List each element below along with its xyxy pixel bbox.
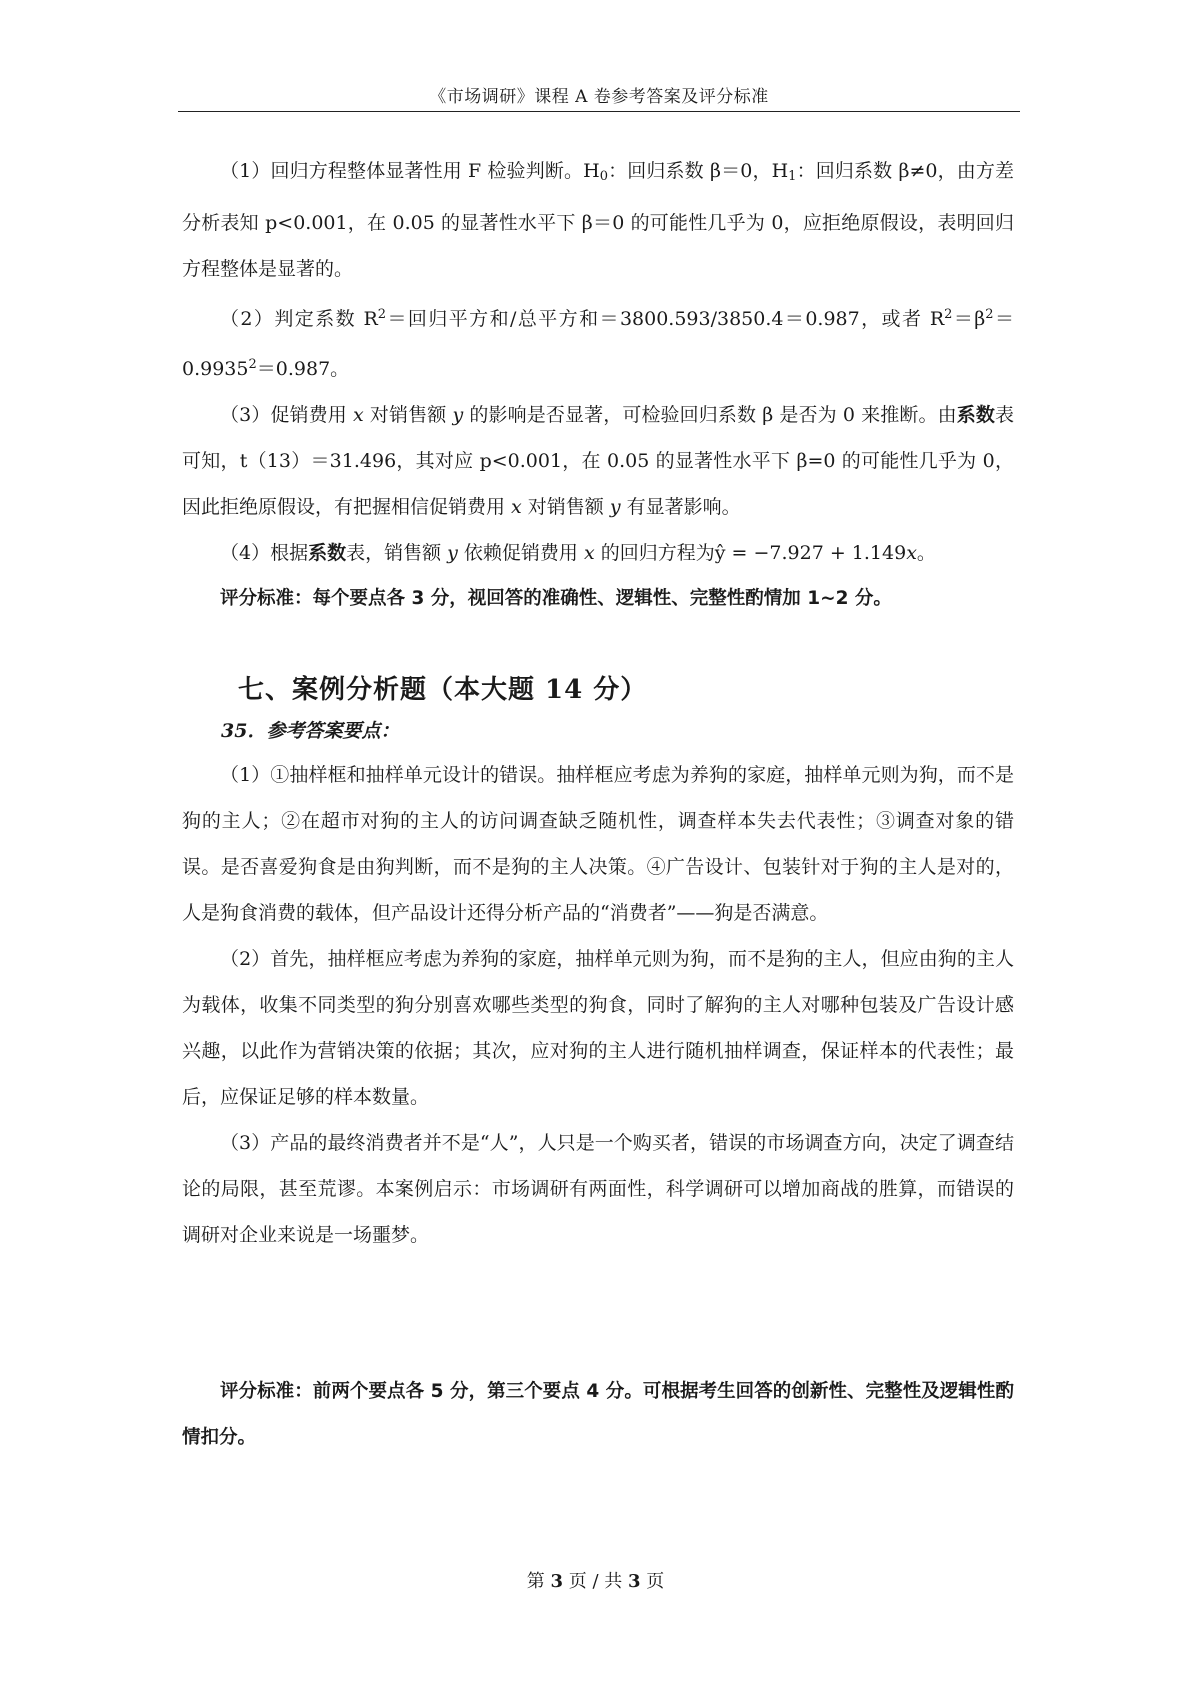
part7-body xyxy=(182,752,1014,1258)
current-page-number: 3 xyxy=(550,1571,564,1592)
case-paragraph-2: （2）首先，抽样框应考虑为养狗的家庭，抽样单元则为狗，而不是狗的主人，但应由狗的主人为载体，收集不同类型的狗分别喜欢哪些类型的狗食，同时了解狗的主人对哪种包装及广告设计感兴趣，以此作为营销决策的依据；其次，应对狗的主人进行随机抽样调查，保证样本的代表性；最后，应保证足够的样本数量。 xyxy=(182,948,1014,1108)
running-header: 《市场调研》课程 A 卷参考答案及评分标准 xyxy=(429,87,769,107)
scoring-criteria-7: 评分标准：前两个要点各 5 分，第三个要点 4 分。可根据考生回答的创新性、完整性及逻辑性酌情扣分。 xyxy=(182,1381,1014,1448)
answer-paragraph-2: （2）判定系数 $R^2=$回归平方和/总平方和＝3800.593/3850.4＝0.987，或者 $R^2=\beta^2=0.9935^2=0.987$。 xyxy=(182,307,1014,380)
case-paragraph-1: （1）①抽样框和抽样单元设计的错误。抽样框应考虑为养狗的家庭，抽样单元则为狗，而不是狗的主人；②在超市对狗的主人的访问调查缺乏随机性，调查样本失去代表性；③调查对象的错误。是否喜爱狗食是由狗判断，而不是狗的主人决策。④广告设计、包装针对于狗的主人是对的，人是狗食消费的载体，但产品设计还得分析产品的“消费者”——狗是否满意。 xyxy=(182,764,1014,924)
page-footer: 第 3 页 / 共 3 页 xyxy=(526,1571,665,1592)
regression-formula: ŷ = −7.927 + 1.149x xyxy=(714,542,917,564)
answer-paragraph-1: （1）回归方程整体显著性用 F 检验判断。$H_0$：回归系数 β＝0，$H_1$：回归系数 β≠0，由方差分析表知 p<0.001，在 0.05 的显著性水平下 β＝0 的可能性几乎为 0，应拒绝原假设，表明回归方程整体是显著的。 xyxy=(182,160,1015,280)
section-title-7: 七、案例分析题（本大题 14 分） xyxy=(238,675,648,705)
case-paragraph-3: （3）产品的最终消费者并不是“人”，人只是一个购买者，错误的市场调查方向，决定了调查结论的局限，甚至荒谬。本案例启示：市场调研有两面性，科学调研可以增加商战的胜算，而错误的调研对企业来说是一场噩梦。 xyxy=(182,1132,1014,1246)
answer-paragraph-3: （3）促销费用 x 对销售额 y 的影响是否显著，可检验回归系数 β 是否为 0 来推断。由系数表可知，t（13）＝31.496，其对应 p<0.001，在 0.05 的显著性水平下 β=0 的可能性几乎为 0，因此拒绝原假设，有把握相信促销费用 x 对销售额 y 有显著影响。 xyxy=(182,404,1014,518)
answer-paragraph-4: （4）根据系数表，销售额 y 依赖促销费用 x 的回归方程为ŷ = −7.927 + 1.149x。 xyxy=(220,542,936,564)
header-rule xyxy=(178,111,1020,112)
part6-body xyxy=(182,148,1014,622)
scoring-criteria-6: 评分标准：每个要点各 3 分，视回答的准确性、逻辑性、完整性酌情加 1~2 分。 xyxy=(220,588,892,609)
question-label-35: 35．参考答案要点： xyxy=(221,720,400,742)
total-page-count: 3 xyxy=(627,1571,641,1592)
part7-criteria xyxy=(182,1369,1014,1461)
